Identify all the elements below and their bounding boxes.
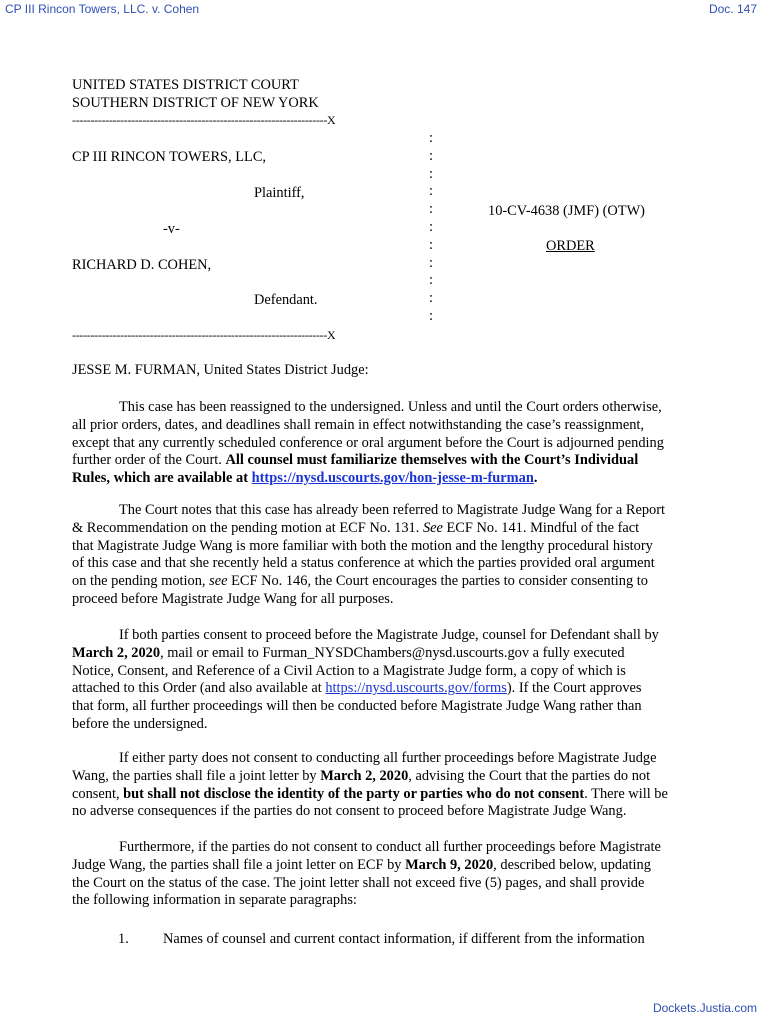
paragraph-reassignment <box>72 399 702 488</box>
text-line: The Court notes that this case has already been referred to Magistrate Judge Wang for a Report <box>119 502 666 518</box>
text-line <box>72 645 702 663</box>
versus-label: -v- <box>163 221 180 237</box>
court-name: UNITED STATES DISTRICT COURT <box>72 77 299 93</box>
text-line <box>72 452 702 470</box>
list-item-text: Names of counsel and current contact information, if different from the information <box>163 931 645 947</box>
text-line: proceed before Magistrate Judge Wang for all purposes. <box>72 590 394 607</box>
bold-instruction: but shall not disclose the identity of the party or parties who do not consent <box>123 785 585 802</box>
defendant-role: Defendant. <box>254 292 318 308</box>
citation-signal: See <box>422 519 443 536</box>
caption-divider-bottom: ---------------------------------------------------------------------X <box>72 328 336 342</box>
text-run: attached to this Order (and also available at <box>72 680 326 697</box>
text-line: Notice, Consent, and Reference of a Civil Action to a Magistrate Judge form, a copy of which is <box>72 662 626 679</box>
text-run: further order of the Court. <box>72 452 226 469</box>
defendant-name: RICHARD D. COHEN, <box>72 257 212 273</box>
text-run: . There will be <box>584 785 668 802</box>
text-run: , mail or email to Furman_NYSDChambers@nysd.uscourts.gov a fully executed <box>160 644 625 661</box>
text-line: If either party does not consent to conducting all further proceedings before Magistrate Judge <box>119 750 657 766</box>
text-line: Furthermore, if the parties do not consent to conduct all further proceedings before Magistrate <box>119 839 661 855</box>
judge-line: JESSE M. FURMAN, United States District Judge: <box>72 362 369 378</box>
court-district: SOUTHERN DISTRICT OF NEW YORK <box>72 95 319 111</box>
forms-link[interactable]: https://nysd.uscourts.gov/forms <box>325 680 507 697</box>
citation-signal: see <box>209 573 228 590</box>
text-line <box>72 573 702 591</box>
text-line <box>72 680 702 698</box>
text-line: except that any currently scheduled conference or oral argument before the Court is adjourned pending <box>72 434 664 451</box>
paragraph-joint-letter <box>72 839 702 910</box>
text-run: consent, <box>72 785 124 802</box>
text-line <box>72 470 702 488</box>
caption-divider-top: ---------------------------------------------------------------------X <box>72 113 336 127</box>
court-heading <box>72 76 319 112</box>
text-line: the Court on the status of the case. The joint letter shall not exceed five (5) pages, and shall provide <box>72 874 645 891</box>
text-run: Wang, the parties shall file a joint letter by <box>72 767 321 784</box>
text-line: no adverse consequences if the parties do not consent to proceed before Magistrate Judge Wang. <box>72 803 627 820</box>
text-run: Rules, which are available at <box>72 470 252 487</box>
text-line: that form, all further proceedings will then be conducted before Magistrate Judge Wang rather than <box>72 698 642 715</box>
list-item-number: 1. <box>118 931 129 947</box>
text-line: the following information in separate paragraphs: <box>72 892 357 909</box>
text-line: If both parties consent to proceed before the Magistrate Judge, counsel for Defendant shall by <box>119 627 659 643</box>
deadline-date: March 2, 2020 <box>320 767 409 784</box>
text-run: & Recommendation on the pending motion at ECF No. 131. <box>72 519 423 536</box>
text-line: This case has been reassigned to the undersigned. Unless and until the Court orders otherwise, <box>119 399 662 415</box>
text-run: ). If the Court approves <box>506 680 642 697</box>
case-number: 10-CV-4638 (JMF) (OTW) <box>488 203 645 219</box>
text-run: , advising the Court that the parties do not <box>408 767 651 784</box>
bold-instruction: All counsel must familiarize themselves with the Court’s Individual <box>225 452 639 469</box>
paragraph-no-consent <box>72 750 702 821</box>
individual-rules-link[interactable]: https://nysd.uscourts.gov/hon-jesse-m-furman <box>251 470 534 487</box>
text-run: Judge Wang, the parties shall file a joint letter on ECF by <box>72 856 406 873</box>
text-run: on the pending motion, <box>72 573 210 590</box>
paragraph-consent <box>72 627 702 734</box>
text-run: ECF No. 141. Mindful of the fact <box>442 519 640 536</box>
text-line <box>72 520 702 538</box>
text-line: of this case and that she recently held a status conference at which the parties provided oral argument <box>72 555 655 572</box>
text-line: before the undersigned. <box>72 715 208 732</box>
deadline-date: March 9, 2020 <box>405 856 494 873</box>
caption-colon-column: : : : : : : : : : : : <box>429 130 433 324</box>
paragraph-referral <box>72 502 702 609</box>
text-line <box>72 786 702 804</box>
document-type-title: ORDER <box>546 238 595 254</box>
text-run: ECF No. 146, the Court encourages the parties to consider consenting to <box>227 573 648 590</box>
text-line <box>72 768 702 786</box>
plaintiff-role: Plaintiff, <box>254 185 305 201</box>
text-line <box>72 857 702 875</box>
header-case-title[interactable]: CP III Rincon Towers, LLC. v. Cohen <box>5 2 200 16</box>
plaintiff-name: CP III RINCON TOWERS, LLC, <box>72 149 267 165</box>
text-line: all prior orders, dates, and deadlines shall remain in effect notwithstanding the case’s reassignment, <box>72 416 644 433</box>
deadline-date: March 2, 2020 <box>72 644 161 661</box>
text-run: , described below, updating <box>493 856 651 873</box>
text-run: . <box>533 470 538 487</box>
header-doc-number[interactable]: Doc. 147 <box>708 2 757 16</box>
text-line: that Magistrate Judge Wang is more familiar with both the motion and the lengthy procedural history <box>72 537 653 554</box>
footer-source-link[interactable]: Dockets.Justia.com <box>652 1001 757 1015</box>
